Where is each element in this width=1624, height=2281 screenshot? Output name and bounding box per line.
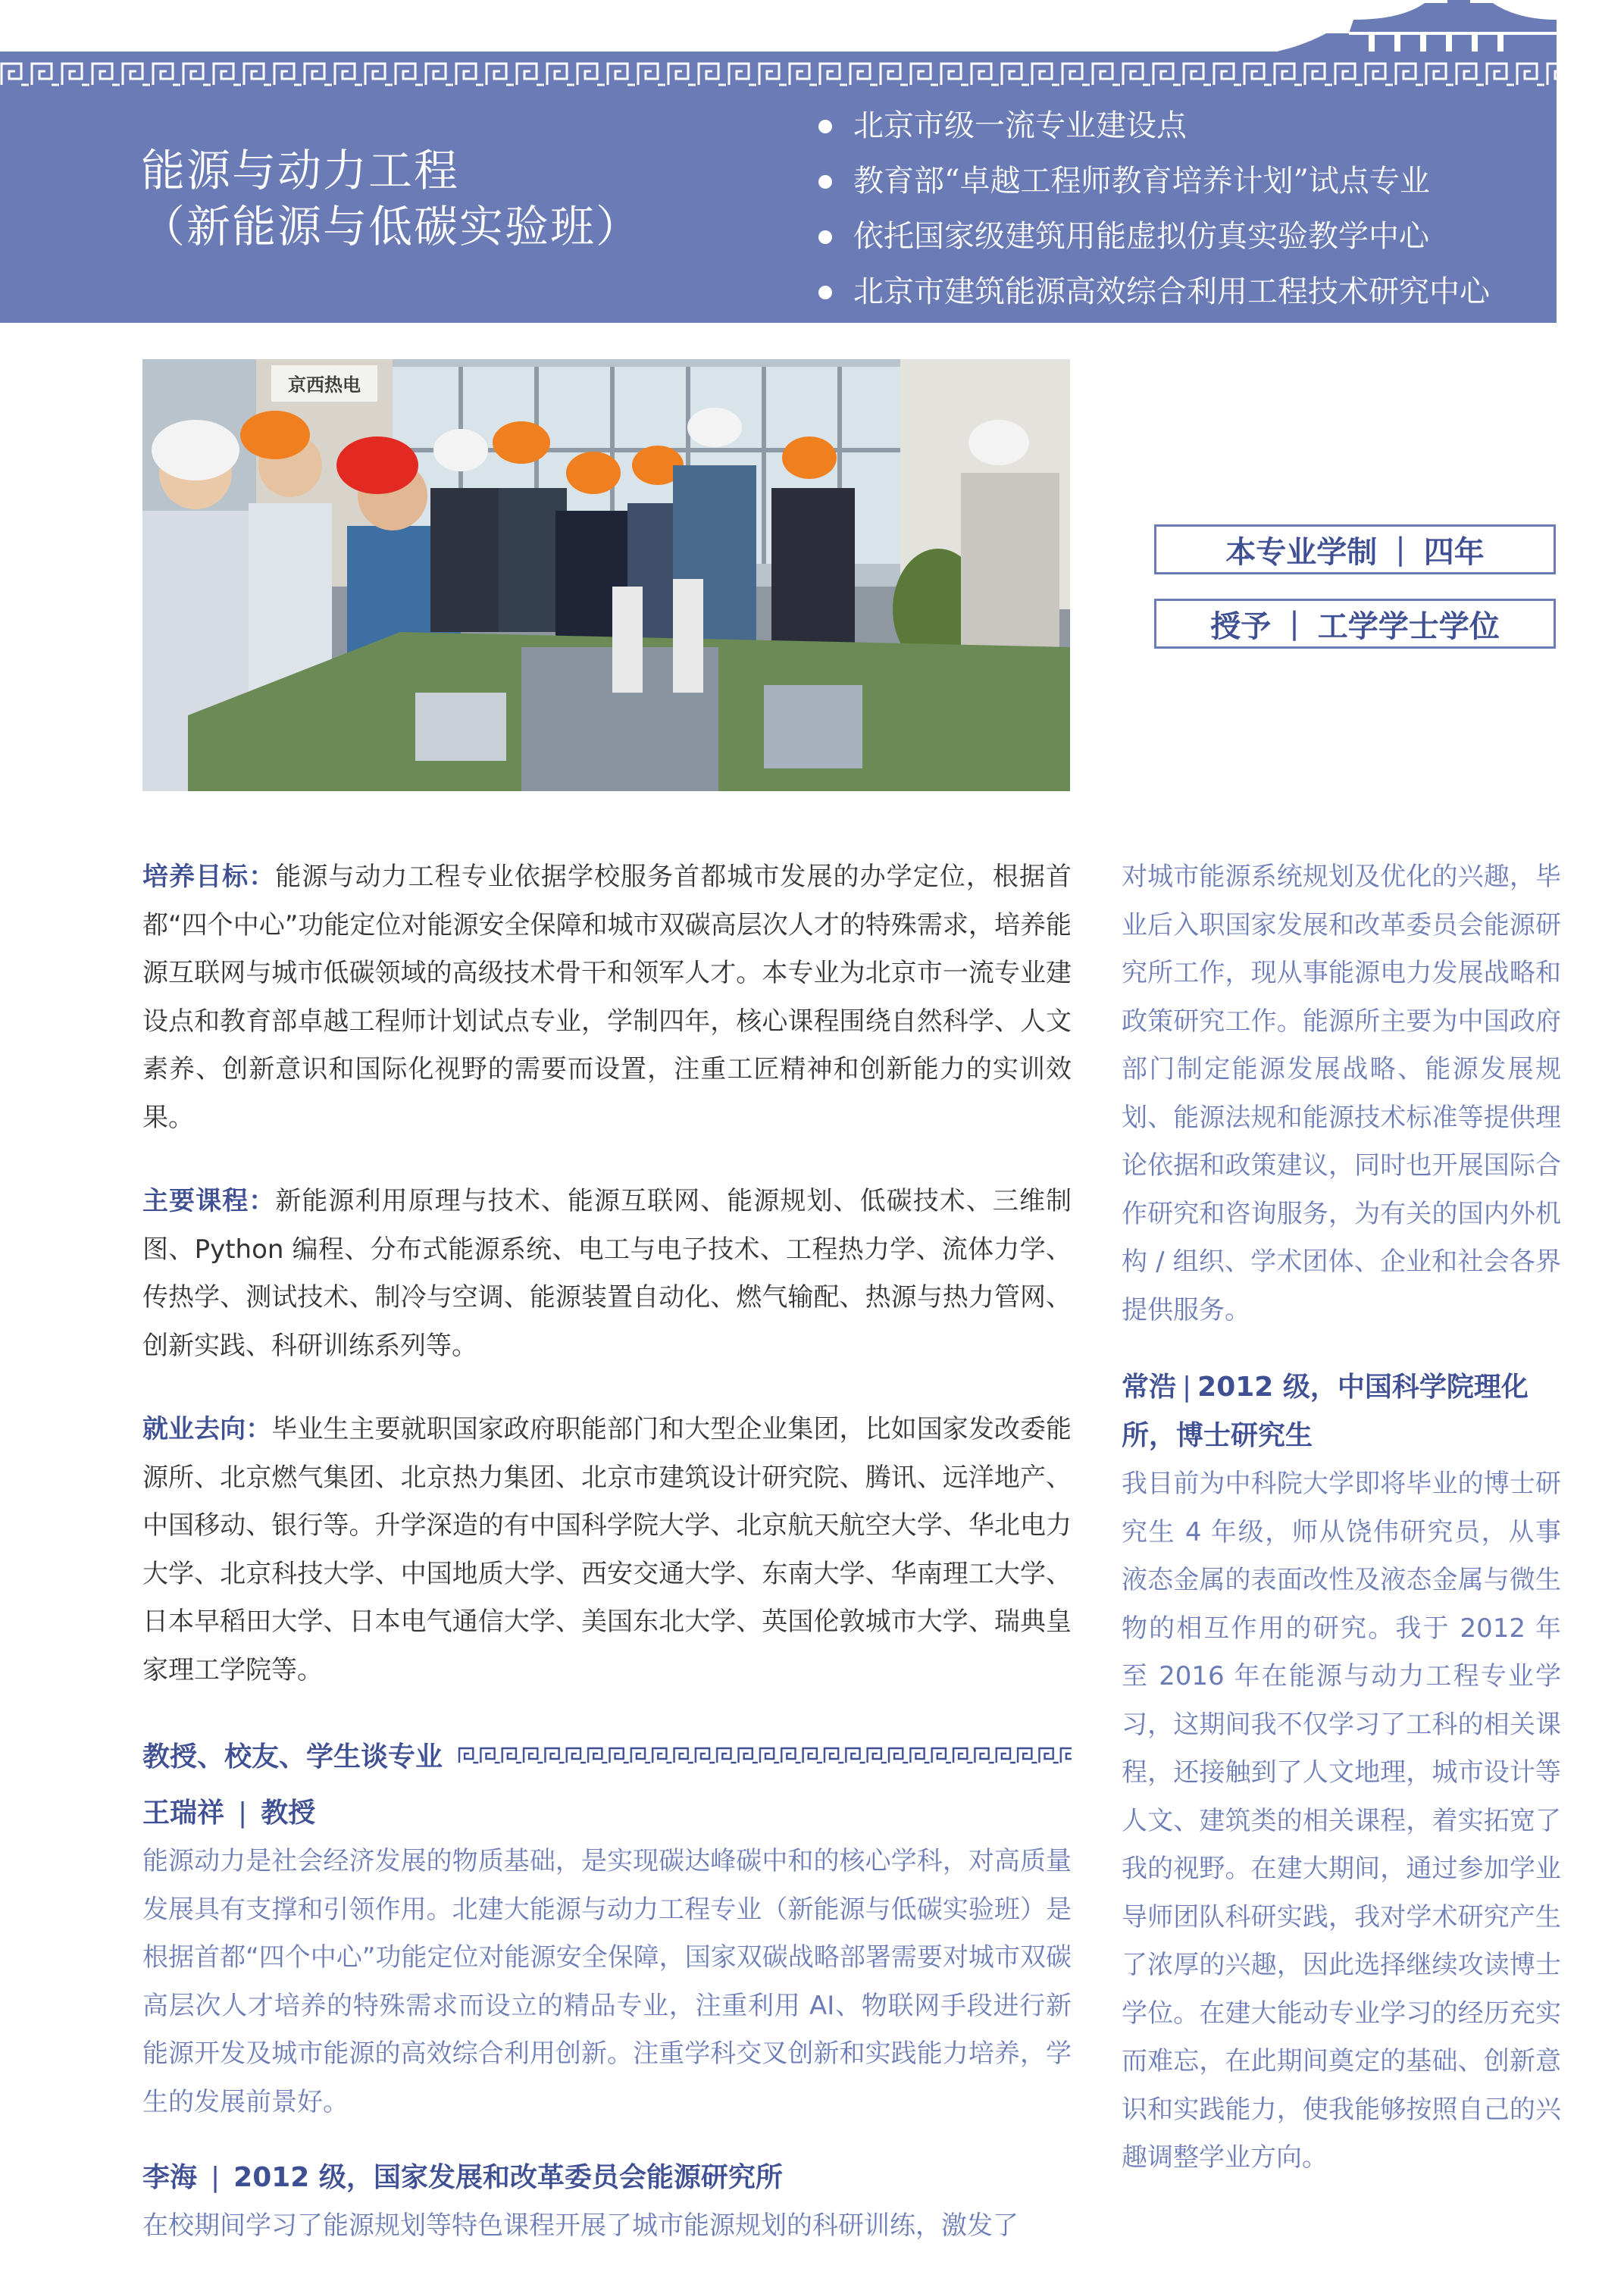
duration-value: 四年: [1423, 534, 1485, 570]
degree-label: 授予: [1210, 609, 1272, 644]
career-label: 就业去向：: [142, 1414, 272, 1444]
feature-item: 北京市建筑能源高效综合利用工程技术研究中心: [818, 264, 1490, 320]
separator: |: [1289, 606, 1300, 641]
career-text: 毕业生主要就职国家政府职能部门和大型企业集团，比如国家发改委能源所、北京燃气集团、北京热力集团、北京市建筑设计研究院、腾讯、远洋地产、中国移动、银行等。升学深造的有中国科学院大学、北京航天航空大学、华北电力大学、北京科技大学、中国地质大学、西安交通大学、东南大学、华南理工大学、日本早稻田大学、日本电气通信大学、美国东北大学、英国伦敦城市大学、瑞典皇家理工学院等。: [142, 1414, 1072, 1685]
person-2-quote-start: 在校期间学习了能源规划等特色课程开展了城市能源规划的科研训练，激发了: [142, 2211, 1019, 2241]
courses-paragraph: [142, 1178, 1072, 1370]
feature-item: 教育部“卓越工程师教育培养计划”试点专业: [818, 154, 1490, 209]
right-column: [1122, 853, 1561, 2182]
photo-sign: 京西热电: [288, 374, 361, 396]
person-1-name: 王瑞祥: [142, 1798, 225, 1829]
person-2-role: 2012 级，国家发展和改革委员会能源研究所: [233, 2162, 783, 2193]
talk-section-heading: [142, 1730, 1072, 1779]
person-1-quote: 能源动力是社会经济发展的物质基础，是实现碳达峰碳中和的核心学科，对高质量发展具有支撑和引领作用。北建大能源与动力工程专业（新能源与低碳实验班）是根据首都“四个中心”功能定位对能源安全保障，国家双碳战略部署需要对城市双碳高层次人才培养的特殊需求而设立的精品专业，注重利用 AI、物联网手段进行新能源开发及城市能源的高效综合利用创新。注重学科交叉创新和实践能力培养，学生的发展前景好。: [142, 1846, 1072, 2117]
fret-border-top: [0, 58, 1557, 88]
duration-box: [1154, 524, 1556, 574]
major-title-line1: 能源与动力工程: [141, 145, 460, 196]
feature-list: [818, 99, 1490, 320]
duration-label: 本专业学制: [1225, 534, 1378, 570]
career-paragraph: [142, 1406, 1072, 1694]
person-1-role: 教授: [261, 1798, 316, 1829]
goal-label: 培养目标：: [142, 862, 276, 892]
person-3-quote: 我目前为中科院大学即将毕业的博士研究生 4 年级，师从饶伟研究员，从事液态金属的表面改性及液态金属与微生物的相互作用的研究。我于 2012 年至 2016 年在能源与动力工程专业学习，这期间我不仅学习了工科的相关课程，还接触到了人文地理，城市设计等人文、建筑类的相关课程，着实拓宽了我的视野。在建大期间，通过参加学业导师团队科研实践，我对学术研究产生了浓厚的兴趣，因此选择继续攻读博士学位。在建大能动专业学习的经历充实而难忘，在此期间奠定的基础、创新意识和实践能力，使我能够按照自己的兴趣调整学业方向。: [1122, 1469, 1561, 2173]
fret-border-divider: [458, 1744, 1072, 1765]
goal-text: 能源与动力工程专业依据学校服务首都城市发展的办学定位，根据首都“四个中心”功能定位对能源安全保障和城市双碳高层次人才的特殊需求，培养能源互联网与城市低碳领域的高级技术骨干和领军人才。本专业为北京市一流专业建设点和教育部卓越工程师计划试点专业，学制四年，核心课程围绕自然科学、人文素养、创新意识和国际化视野的需要而设置，注重工匠精神和创新能力的实训效果。: [142, 862, 1072, 1133]
goal-paragraph: [142, 853, 1072, 1142]
person-2-quote-continued: 对城市能源系统规划及优化的兴趣，毕业后入职国家发展和改革委员会能源研究所工作，现从事能源电力发展战略和政策研究工作。能源所主要为中国政府部门制定能源发展战略、能源发展规划、能源法规和能源技术标准等提供理论依据和政策建议，同时也开展国际合作研究和咨询服务，为有关的国内外机构 / 组织、学术团体、企业和社会各界提供服务。: [1122, 862, 1561, 1325]
person-3-heading: 常浩 | 2012 级，中国科学院理化所，博士研究生: [1122, 1372, 1529, 1451]
courses-text: 新能源利用原理与技术、能源互联网、能源规划、低碳技术、三维制图、Python 编程、分布式能源系统、电工与电子技术、工程热力学、流体力学、传热学、测试技术、制冷与空调、能源装置自动化、燃气输配、热源与热力管网、创新实践、科研训练系列等。: [142, 1186, 1072, 1361]
major-title: [141, 142, 641, 255]
person-3-name: 常浩: [1122, 1372, 1177, 1403]
feature-item: 依托国家级建筑用能虚拟仿真实验教学中心: [818, 209, 1490, 264]
major-title-line2: （新能源与低碳实验班）: [141, 201, 642, 252]
degree-value: 工学学士学位: [1317, 609, 1500, 644]
talk-heading-text: 教授、校友、学生谈专业: [142, 1741, 443, 1773]
person-2-heading: 李海 | 2012 级，国家发展和改革委员会能源研究所: [142, 2162, 783, 2193]
feature-item: 北京市级一流专业建设点: [818, 99, 1490, 154]
left-column: [142, 853, 1072, 2251]
degree-box: [1154, 599, 1556, 649]
students-visit-photo: [142, 359, 1070, 791]
person-2-name: 李海: [142, 2162, 198, 2193]
person-3-role: 2012 级，中国科学院理化所，博士研究生: [1122, 1372, 1529, 1451]
courses-label: 主要课程：: [142, 1186, 276, 1216]
person-1-heading: 王瑞祥 | 教授: [142, 1798, 316, 1829]
separator: |: [1395, 532, 1406, 567]
